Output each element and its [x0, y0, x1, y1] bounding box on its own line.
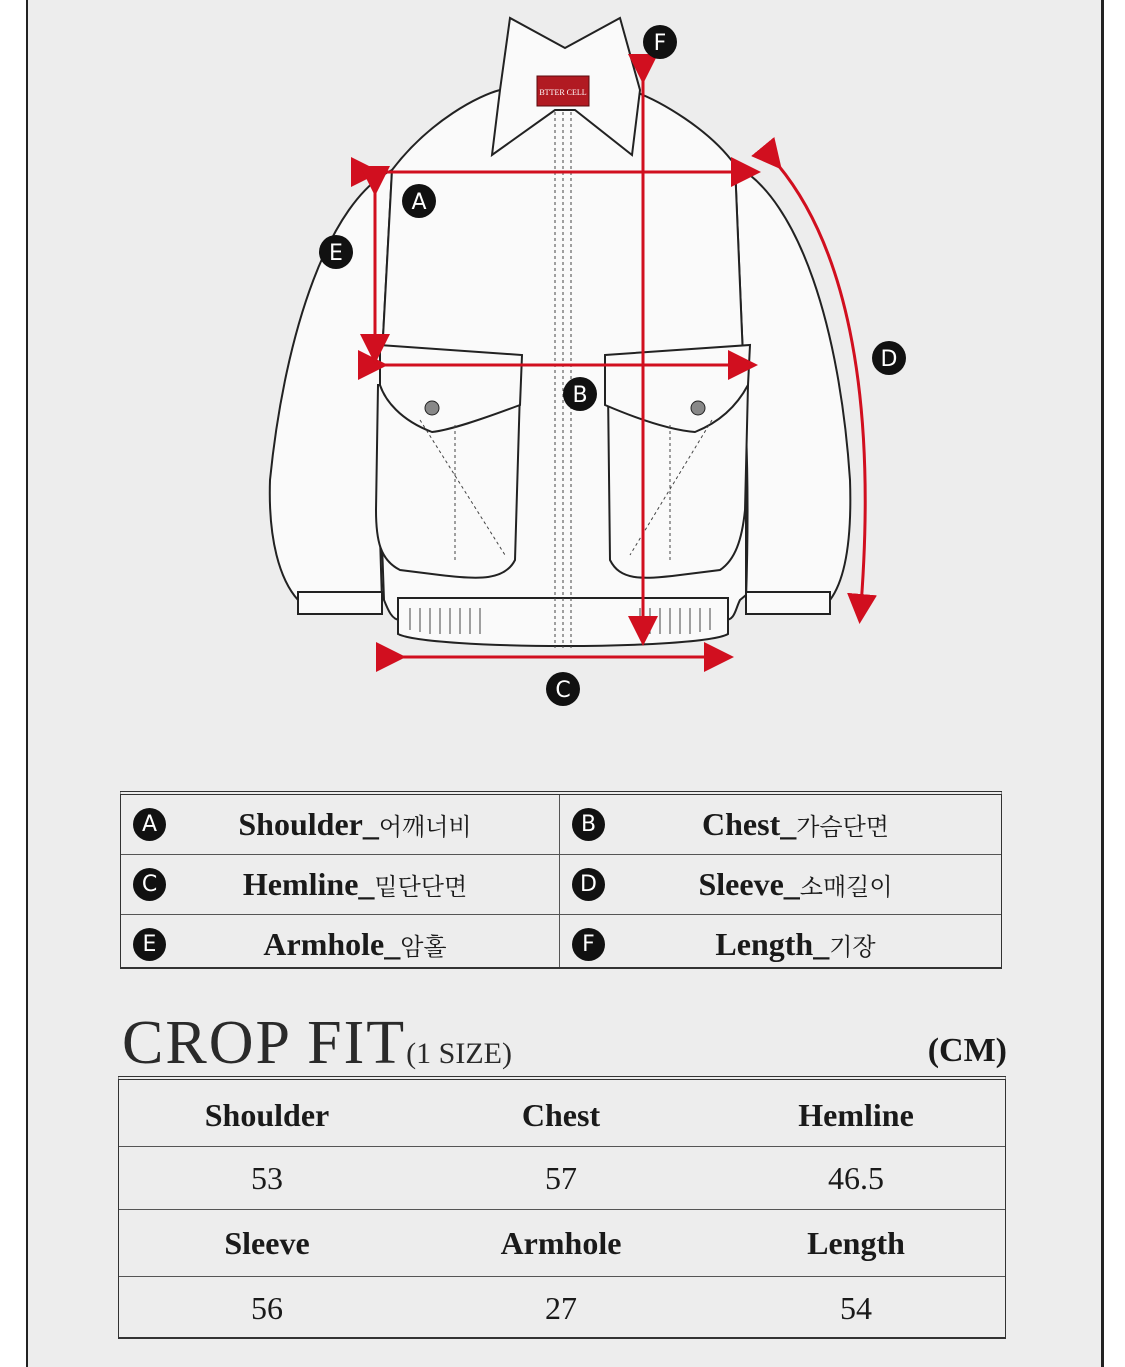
marker-d — [872, 341, 906, 375]
legend-en-b: Chest_ — [702, 806, 797, 842]
right-sleeve — [735, 165, 850, 600]
legend-item-c — [121, 855, 559, 914]
svg-text:E: E — [329, 241, 343, 266]
svg-text:F: F — [653, 31, 667, 56]
header-shoulder: Shoulder — [204, 1096, 330, 1133]
size-table — [118, 1076, 1006, 1339]
unit-label: (CM) — [927, 1032, 1007, 1069]
legend-en-a: Shoulder_ — [238, 806, 379, 842]
table-value-row — [119, 1146, 1005, 1209]
legend-en-f: Length_ — [715, 926, 830, 962]
table-header-row — [119, 1085, 1005, 1145]
legend-row — [121, 795, 1001, 854]
value-sleeve: 56 — [251, 1289, 283, 1326]
header-length: Length — [807, 1224, 905, 1261]
legend-ko-a: 어깨너비 — [378, 813, 472, 841]
legend-ko-b: 가슴단면 — [796, 813, 889, 841]
size-subtitle: (1 SIZE) — [406, 1037, 512, 1070]
legend-item-b — [560, 795, 1001, 854]
table-value-row — [119, 1276, 1005, 1339]
brand-label-text: BTTER CELL — [539, 88, 587, 97]
legend-ko-e: 암홀 — [400, 933, 447, 961]
marker-b — [563, 377, 597, 411]
value-armhole: 27 — [545, 1289, 577, 1326]
header-hemline: Hemline — [798, 1096, 914, 1133]
legend-badge-f: F — [572, 928, 605, 961]
svg-text:C: C — [555, 678, 571, 703]
value-chest: 57 — [545, 1159, 577, 1196]
table-header-row — [119, 1209, 1005, 1276]
svg-text:B: B — [572, 383, 588, 408]
legend-badge-e: E — [133, 928, 166, 961]
legend-row — [121, 854, 1001, 914]
legend-item-f — [560, 915, 1001, 974]
value-hemline: 46.5 — [828, 1159, 884, 1196]
value-shoulder: 53 — [251, 1159, 283, 1196]
left-cuff — [298, 592, 382, 614]
legend-item-a — [121, 795, 559, 854]
legend-en-e: Armhole_ — [263, 926, 401, 962]
marker-c — [546, 672, 580, 706]
legend-badge-b: B — [572, 808, 605, 841]
header-armhole: Armhole — [500, 1224, 622, 1261]
right-cuff — [746, 592, 830, 614]
legend-ko-d: 소매길이 — [799, 873, 893, 901]
marker-a — [402, 184, 436, 218]
right-pocket-button — [691, 401, 705, 415]
left-pocket-button — [425, 401, 439, 415]
header-chest: Chest — [521, 1096, 601, 1133]
legend-row — [121, 914, 1001, 974]
legend-badge-d: D — [572, 868, 605, 901]
size-section-title — [122, 1008, 512, 1079]
legend-ko-f: 기장 — [829, 933, 876, 961]
value-length: 54 — [840, 1289, 872, 1326]
legend-badge-a: A — [133, 808, 166, 841]
marker-f — [643, 25, 677, 59]
legend-ko-c: 밑단단면 — [374, 873, 468, 901]
size-title: CROP FIT — [122, 1009, 407, 1077]
marker-e — [319, 235, 353, 269]
svg-text:D: D — [880, 347, 898, 372]
header-sleeve: Sleeve — [224, 1224, 310, 1261]
measurement-legend — [120, 791, 1002, 969]
legend-en-d: Sleeve_ — [698, 866, 800, 902]
legend-item-d — [560, 855, 1001, 914]
legend-badge-c: C — [133, 868, 166, 901]
legend-en-c: Hemline_ — [242, 866, 375, 902]
legend-item-e — [121, 915, 559, 974]
svg-text:A: A — [411, 190, 427, 215]
